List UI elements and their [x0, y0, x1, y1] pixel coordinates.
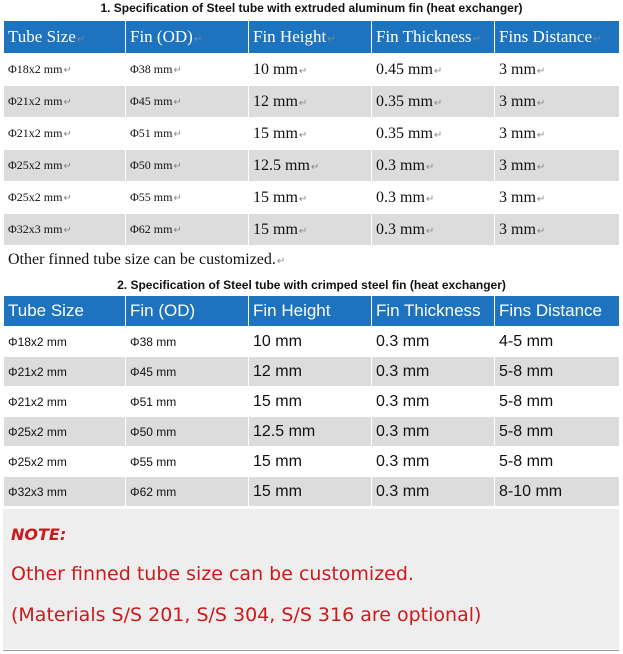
cell-fin-height: 15 mm — [249, 447, 372, 477]
cell-fins-distance: 5-8 mm — [495, 417, 620, 447]
cell-fin-height: 15 mm↵ — [249, 118, 372, 150]
cell-fin-od: Φ45 mm↵ — [126, 86, 249, 118]
table-row — [4, 118, 620, 150]
cell-fins-distance: 5-8 mm — [495, 447, 620, 477]
cell-fin-od: Φ45 mm — [126, 357, 249, 387]
table-row — [4, 182, 620, 214]
cell-fin-height: 12.5 mm — [249, 417, 372, 447]
cell-fin-thickness: 0.45 mm↵ — [372, 54, 495, 86]
table-footer-row — [4, 246, 620, 275]
cell-fins-distance: 8-10 mm — [495, 477, 620, 507]
cell-tube-size: Φ21x2 mm — [4, 387, 126, 417]
note-custom-size: Other finned tube size can be customized. — [11, 563, 414, 585]
cell-fins-distance: 5-8 mm — [495, 387, 620, 417]
cell-fin-thickness: 0.3 mm — [372, 417, 495, 447]
cell-fins-distance: 3 mm↵ — [495, 150, 620, 182]
cell-fin-thickness: 0.3 mm — [372, 327, 495, 357]
cell-fin-od: Φ62 mm — [126, 477, 249, 507]
header-fin-thickness: Fin Thickness↵ — [372, 21, 495, 54]
note-title: NOTE: — [11, 525, 67, 544]
cell-tube-size: Φ25x2 mm — [4, 417, 126, 447]
cell-fin-od: Φ62 mm↵ — [126, 214, 249, 246]
cell-fin-height: 12.5 mm↵ — [249, 150, 372, 182]
header-fins-distance: Fins Distance — [495, 296, 620, 327]
cell-fins-distance: 5-8 mm — [495, 357, 620, 387]
header-fins-distance: Fins Distance↵ — [495, 21, 620, 54]
header-fin-od: Fin (OD)↵ — [126, 21, 249, 54]
cell-fin-od: Φ55 mm — [126, 447, 249, 477]
cell-tube-size: Φ18x2 mm — [4, 327, 126, 357]
cell-fin-thickness: 0.3 mm↵ — [372, 182, 495, 214]
table1-caption: 1. Specification of Steel tube with extruded aluminum fin (heat exchanger) — [100, 1, 523, 15]
cell-tube-size: Φ18x2 mm↵ — [4, 54, 126, 86]
cell-fin-thickness: 0.3 mm — [372, 357, 495, 387]
cell-fin-od: Φ51 mm↵ — [126, 118, 249, 150]
cell-fin-od: Φ51 mm — [126, 387, 249, 417]
table-row — [4, 357, 620, 387]
cell-fin-height: 10 mm↵ — [249, 54, 372, 86]
cell-fins-distance: 3 mm↵ — [495, 214, 620, 246]
note-materials: (Materials S/S 201, S/S 304, S/S 316 are optional) — [11, 604, 482, 626]
cell-fin-thickness: 0.3 mm — [372, 447, 495, 477]
cell-fin-od: Φ38 mm↵ — [126, 54, 249, 86]
table-row — [4, 327, 620, 357]
header-fin-od: Fin (OD) — [126, 296, 249, 327]
cell-fin-thickness: 0.35 mm↵ — [372, 86, 495, 118]
table-row — [4, 214, 620, 246]
cell-tube-size: Φ32x3 mm — [4, 477, 126, 507]
cell-fin-od: Φ55 mm↵ — [126, 182, 249, 214]
note-panel — [3, 509, 619, 649]
cell-tube-size: Φ25x2 mm — [4, 447, 126, 477]
cell-fin-height: 15 mm↵ — [249, 214, 372, 246]
cell-fin-thickness: 0.3 mm↵ — [372, 150, 495, 182]
cell-tube-size: Φ21x2 mm↵ — [4, 118, 126, 150]
cell-fin-height: 12 mm — [249, 357, 372, 387]
cell-fin-height: 15 mm↵ — [249, 182, 372, 214]
cell-tube-size: Φ25x2 mm↵ — [4, 182, 126, 214]
crimped-fin-spec-table — [3, 295, 620, 507]
cell-fin-od: Φ50 mm — [126, 417, 249, 447]
table-row — [4, 54, 620, 86]
cell-fin-height: 10 mm — [249, 327, 372, 357]
table-row — [4, 150, 620, 182]
table-row — [4, 417, 620, 447]
table-row — [4, 477, 620, 507]
table-row — [4, 447, 620, 477]
cell-fin-thickness: 0.3 mm — [372, 387, 495, 417]
table-row — [4, 387, 620, 417]
header-tube-size: Tube Size↵ — [4, 21, 126, 54]
header-fin-height: Fin Height↵ — [249, 21, 372, 54]
cell-fins-distance: 3 mm↵ — [495, 182, 620, 214]
cell-tube-size: Φ25x2 mm↵ — [4, 150, 126, 182]
cell-fins-distance: 3 mm↵ — [495, 118, 620, 150]
header-fin-thickness: Fin Thickness — [372, 296, 495, 327]
cell-fin-height: 12 mm↵ — [249, 86, 372, 118]
table-header-row — [4, 296, 620, 327]
cell-tube-size: Φ21x2 mm — [4, 357, 126, 387]
table-header-row — [4, 21, 620, 54]
header-tube-size: Tube Size — [4, 296, 126, 327]
table2-caption: 2. Specification of Steel tube with crimped steel fin (heat exchanger) — [117, 278, 506, 292]
cell-fin-od: Φ50 mm↵ — [126, 150, 249, 182]
cell-fin-height: 15 mm — [249, 477, 372, 507]
cell-fin-od: Φ38 mm — [126, 327, 249, 357]
cell-fin-thickness: 0.3 mm — [372, 477, 495, 507]
cell-tube-size: Φ32x3 mm↵ — [4, 214, 126, 246]
extruded-fin-spec-table — [3, 20, 620, 275]
cell-fin-height: 15 mm — [249, 387, 372, 417]
bottom-divider — [3, 650, 619, 651]
cell-fins-distance: 4-5 mm — [495, 327, 620, 357]
cell-fins-distance: 3 mm↵ — [495, 86, 620, 118]
cell-tube-size: Φ21x2 mm↵ — [4, 86, 126, 118]
custom-size-note: Other finned tube size can be customized.↵ — [4, 246, 620, 275]
cell-fin-thickness: 0.3 mm↵ — [372, 214, 495, 246]
header-fin-height: Fin Height — [249, 296, 372, 327]
cell-fins-distance: 3 mm↵ — [495, 54, 620, 86]
cell-fin-thickness: 0.35 mm↵ — [372, 118, 495, 150]
table-row — [4, 86, 620, 118]
